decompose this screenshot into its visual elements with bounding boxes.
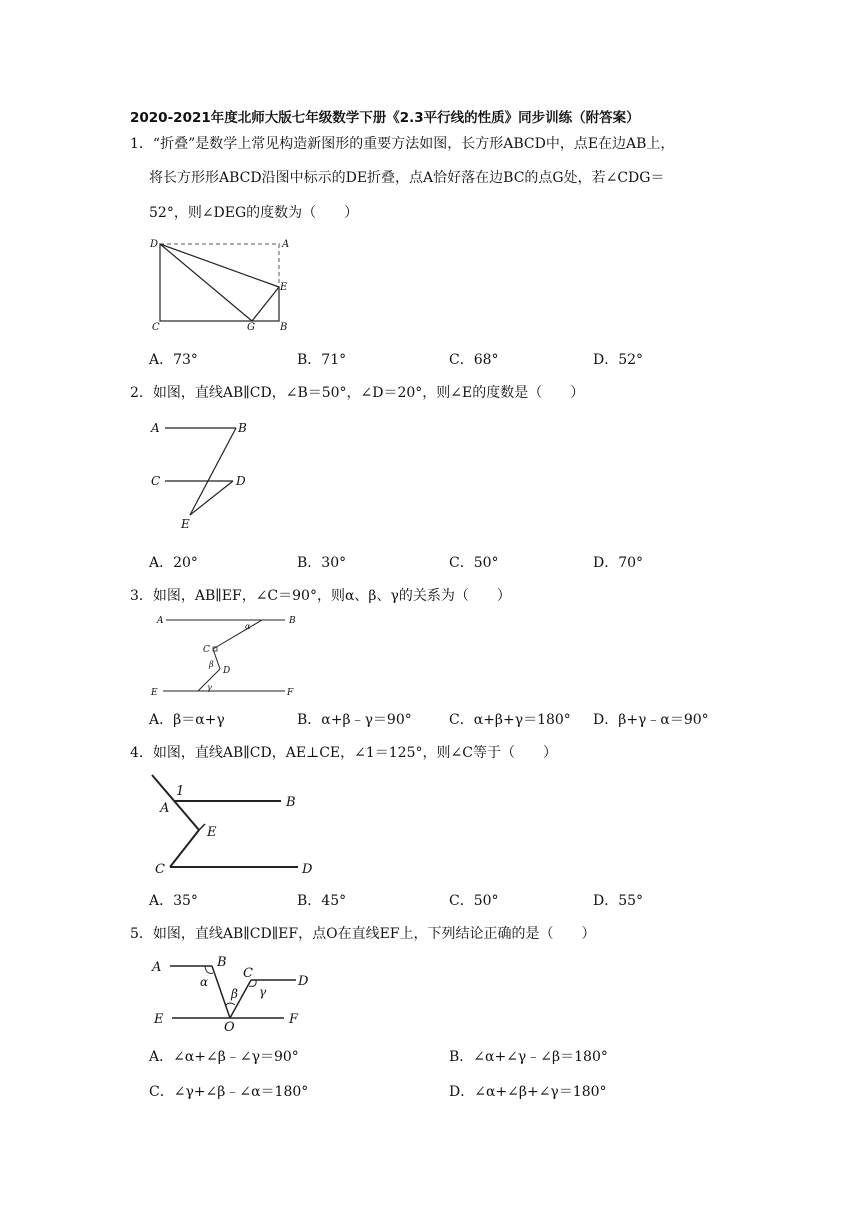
q2-option-b: B．30° xyxy=(297,555,347,571)
label-a: A xyxy=(157,616,164,626)
label-f: F xyxy=(289,1012,299,1027)
label-beta: β xyxy=(209,660,214,669)
segment-bo xyxy=(212,966,230,1018)
q3-option-b: B．α+β﹣γ＝90° xyxy=(297,712,412,728)
q2-option-a: A．20° xyxy=(149,555,198,571)
q4-option-b: B．45° xyxy=(297,893,347,909)
question-5-line-1: 5．如图，直线AB∥CD∥EF，点O在直线EF上，下列结论正确的是（ ） xyxy=(130,926,596,942)
label-beta: β xyxy=(231,987,238,1001)
q4-option-a: A．35° xyxy=(149,893,198,909)
label-e: E xyxy=(151,688,158,698)
q1-option-a: A．73° xyxy=(149,352,198,368)
question-4-line-1: 4．如图，直线AB∥CD，AE⊥CE，∠1＝125°，则∠C等于（ ） xyxy=(130,745,557,761)
q3-option-a: A．β＝α+γ xyxy=(149,712,225,728)
label-e: E xyxy=(154,1012,164,1027)
q5-option-d: D．∠α+∠β+∠γ＝180° xyxy=(449,1084,607,1100)
q4-option-d: D．55° xyxy=(593,893,644,909)
q5-option-b: B．∠α+∠γ﹣∠β＝180° xyxy=(449,1049,608,1065)
label-1: 1 xyxy=(176,784,185,799)
label-c: C xyxy=(203,645,210,655)
q3-option-d: D．β+γ﹣α＝90° xyxy=(593,712,709,728)
label-c: C xyxy=(243,966,253,981)
label-gamma: γ xyxy=(259,985,267,999)
q2-option-c: C．50° xyxy=(449,555,499,571)
label-g: G xyxy=(247,322,255,333)
label-f: F xyxy=(287,688,294,698)
q1-option-c: C．68° xyxy=(449,352,499,368)
document-title: 2020-2021年度北师大版七年级数学下册《2.3平行线的性质》同步训练（附答案） xyxy=(130,110,640,126)
label-a: A xyxy=(152,960,162,975)
q5-option-c: C．∠γ+∠β﹣∠α＝180° xyxy=(149,1084,309,1100)
label-b: B xyxy=(289,616,296,626)
label-a: A xyxy=(160,801,170,816)
question-1-line-3: 52°，则∠DEG的度数为（ ） xyxy=(149,205,359,221)
label-e: E xyxy=(280,282,288,293)
q5-option-a: A．∠α+∠β﹣∠γ＝90° xyxy=(149,1049,299,1065)
label-e: E xyxy=(181,517,190,531)
label-d: D xyxy=(223,666,231,676)
q1-option-b: B．71° xyxy=(297,352,347,368)
label-c: C xyxy=(155,862,165,877)
q2-option-d: D．70° xyxy=(593,555,644,571)
question-2-line-1: 2．如图，直线AB∥CD，∠B＝50°，∠D＝20°，则∠E的度数是（ ） xyxy=(130,385,585,401)
label-o: O xyxy=(224,1020,235,1035)
label-alpha: α xyxy=(200,975,209,989)
label-c: C xyxy=(152,322,160,333)
label-a: A xyxy=(151,421,160,435)
label-d: D xyxy=(236,474,246,488)
label-b: B xyxy=(217,955,227,970)
label-b: B xyxy=(238,421,247,435)
arc-beta xyxy=(226,1003,235,1005)
label-a: A xyxy=(282,239,290,250)
label-d: D xyxy=(302,862,313,877)
label-gamma: γ xyxy=(207,683,212,692)
label-d: D xyxy=(150,239,159,250)
question-3-line-1: 3．如图，AB∥EF，∠C＝90°，则α、β、γ的关系为（ ） xyxy=(130,588,511,604)
question-1-line-1: 1．“折叠”是数学上常见构造新图形的重要方法如图，长方形ABCD中，点E在边AB上， xyxy=(130,136,675,152)
q4-option-c: C．50° xyxy=(449,893,499,909)
label-b: B xyxy=(286,795,296,810)
q1-option-d: D．52° xyxy=(593,352,644,368)
q3-option-c: C．α+β+γ＝180° xyxy=(449,712,571,728)
question-1-line-2: 将长方形形ABCD沿图中标示的DE折叠，点A恰好落在边BC的点G处，若∠CDG＝ xyxy=(149,170,665,186)
label-alpha: α xyxy=(245,622,251,631)
label-c: C xyxy=(151,474,161,488)
label-d: D xyxy=(298,974,309,989)
label-b: B xyxy=(280,322,288,333)
label-e: E xyxy=(207,825,217,840)
